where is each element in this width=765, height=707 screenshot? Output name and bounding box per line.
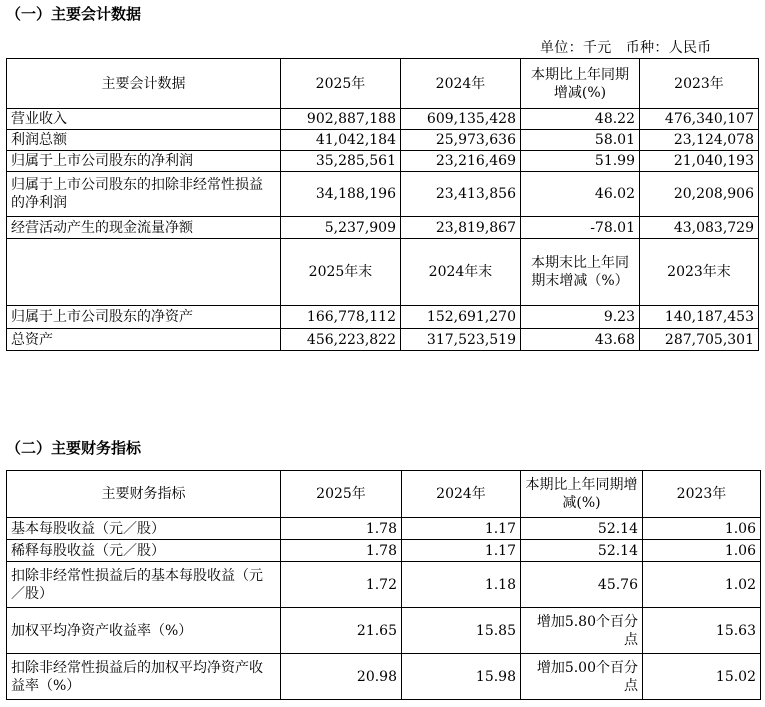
cell-value: 1.17	[402, 540, 521, 562]
blank-cell	[7, 239, 281, 306]
cell-value: 52.14	[521, 518, 643, 540]
table-row	[7, 109, 759, 130]
header-cell: 2023年	[640, 59, 759, 109]
cell-value: 20.98	[281, 654, 402, 700]
cell-value: 15.85	[402, 608, 521, 654]
row-label: 扣除非经常性损益后的基本每股收益（元／股）	[7, 562, 281, 608]
header-cell: 本期比上年同期增减(%)	[521, 59, 640, 109]
header-cell: 主要会计数据	[7, 59, 281, 109]
cell-value: 1.17	[402, 518, 521, 540]
table-row	[7, 654, 761, 700]
table-row	[7, 540, 761, 562]
cell-value: 34,188,196	[281, 172, 401, 217]
table-subheader-row	[7, 239, 759, 306]
cell-value: -78.01	[521, 217, 640, 239]
header-cell: 主要财务指标	[7, 471, 281, 518]
table-row	[7, 518, 761, 540]
cell-value: 52.14	[521, 540, 643, 562]
header-cell: 2023年末	[640, 239, 759, 306]
cell-value: 46.02	[521, 172, 640, 217]
cell-value: 48.22	[521, 109, 640, 130]
row-label: 经营活动产生的现金流量净额	[7, 217, 281, 239]
header-cell: 2024年	[401, 59, 521, 109]
cell-value: 23,216,469	[401, 151, 521, 172]
cell-value: 317,523,519	[401, 329, 521, 351]
cell-value: 25,973,636	[401, 130, 521, 151]
header-cell: 2024年末	[401, 239, 521, 306]
cell-value: 15.98	[402, 654, 521, 700]
unit-label: 单位：千元 币种：人民币	[540, 40, 712, 56]
cell-value: 23,124,078	[640, 130, 759, 151]
cell-value: 1.06	[643, 540, 761, 562]
table-row	[7, 306, 759, 329]
cell-value: 152,691,270	[401, 306, 521, 329]
cell-value: 43.68	[521, 329, 640, 351]
cell-value: 902,887,188	[281, 109, 401, 130]
cell-value: 增加5.00个百分点	[521, 654, 643, 700]
cell-value: 21.65	[281, 608, 402, 654]
cell-value: 1.78	[281, 540, 402, 562]
cell-value: 166,778,112	[281, 306, 401, 329]
section2-title: （二）主要财务指标	[6, 439, 142, 457]
header-cell: 本期比上年同期增减(%)	[521, 471, 643, 518]
row-label: 营业收入	[7, 109, 281, 130]
header-cell: 本期末比上年同期末增减（%）	[521, 239, 640, 306]
table-row	[7, 151, 759, 172]
row-label: 基本每股收益（元／股）	[7, 518, 281, 540]
cell-value: 476,340,107	[640, 109, 759, 130]
cell-value: 45.76	[521, 562, 643, 608]
cell-value: 21,040,193	[640, 151, 759, 172]
header-cell: 2024年	[402, 471, 521, 518]
cell-value: 35,285,561	[281, 151, 401, 172]
header-cell: 2023年	[643, 471, 761, 518]
header-cell: 2025年	[281, 471, 402, 518]
row-label: 利润总额	[7, 130, 281, 151]
cell-value: 1.06	[643, 518, 761, 540]
cell-value: 15.02	[643, 654, 761, 700]
cell-value: 9.23	[521, 306, 640, 329]
header-cell: 2025年	[281, 59, 401, 109]
cell-value: 51.99	[521, 151, 640, 172]
cell-value: 287,705,301	[640, 329, 759, 351]
row-label: 加权平均净资产收益率（%）	[7, 608, 281, 654]
cell-value: 23,413,856	[401, 172, 521, 217]
row-label: 总资产	[7, 329, 281, 351]
table-row	[7, 329, 759, 351]
cell-value: 41,042,184	[281, 130, 401, 151]
row-label: 归属于上市公司股东的净资产	[7, 306, 281, 329]
cell-value: 456,223,822	[281, 329, 401, 351]
cell-value: 5,237,909	[281, 217, 401, 239]
accounting-data-table	[6, 58, 759, 351]
financial-indicators-table	[6, 470, 761, 700]
table-header-row	[7, 471, 761, 518]
cell-value: 20,208,906	[640, 172, 759, 217]
table-header-row	[7, 59, 759, 109]
cell-value: 58.01	[521, 130, 640, 151]
cell-value: 1.18	[402, 562, 521, 608]
cell-value: 增加5.80个百分点	[521, 608, 643, 654]
row-label: 归属于上市公司股东的净利润	[7, 151, 281, 172]
section1-title: （一）主要会计数据	[6, 5, 142, 23]
table-row	[7, 608, 761, 654]
row-label: 扣除非经常性损益后的加权平均净资产收益率（%）	[7, 654, 281, 700]
cell-value: 1.78	[281, 518, 402, 540]
cell-value: 43,083,729	[640, 217, 759, 239]
cell-value: 609,135,428	[401, 109, 521, 130]
cell-value: 1.02	[643, 562, 761, 608]
cell-value: 1.72	[281, 562, 402, 608]
table-row	[7, 130, 759, 151]
header-cell: 2025年末	[281, 239, 401, 306]
row-label: 归属于上市公司股东的扣除非经常性损益的净利润	[7, 172, 281, 217]
table-row	[7, 172, 759, 217]
table-row	[7, 217, 759, 239]
cell-value: 23,819,867	[401, 217, 521, 239]
cell-value: 140,187,453	[640, 306, 759, 329]
cell-value: 15.63	[643, 608, 761, 654]
table-row	[7, 562, 761, 608]
row-label: 稀释每股收益（元／股）	[7, 540, 281, 562]
